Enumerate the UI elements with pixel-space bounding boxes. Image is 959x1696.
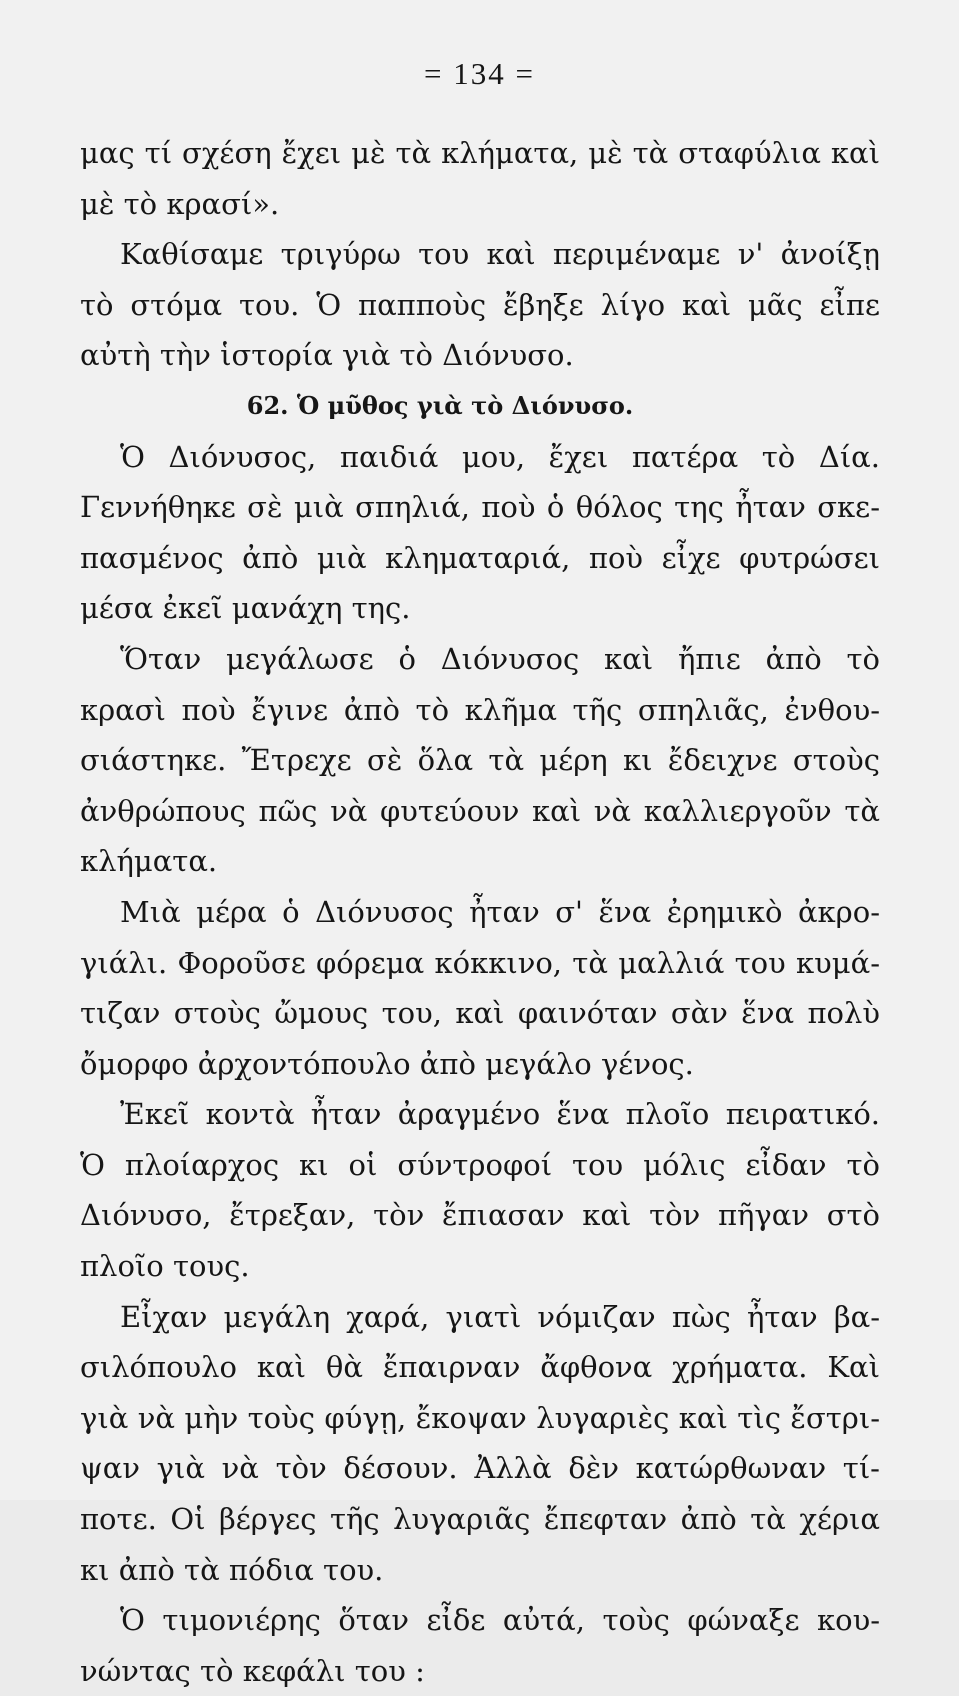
text-line: σιλόπουλο καὶ θὰ ἔπαιρναν ἄφθονα χρήματα. Καὶ (80, 1350, 880, 1385)
text-line: πασμένος ἀπὸ μιὰ κληματαριά, ποὺ εἶχε φυτρώσει (80, 540, 880, 575)
text-line: Ὁ πλοίαρχος κι οἱ σύντροφοί του μόλις εἶδαν τὸ (80, 1147, 880, 1182)
text-line: σιάστηκε. Ἔτρεχε σὲ ὅλα τὰ μέρη κι ἔδειχνε στοὺς (80, 743, 880, 778)
text-line: μας τί σχέση ἔχει μὲ τὰ κλήματα, μὲ τὰ σταφύλια καὶ (80, 136, 880, 170)
text-line: Διόνυσο, ἔτρεξαν, τὸν ἔπιασαν καὶ τὸν πῆγαν στὸ (80, 1198, 880, 1233)
text-line: Γεννήθηκε σὲ μιὰ σπηλιά, ποὺ ὁ θόλος της ἦταν σκε- (80, 490, 880, 525)
text-line: κι ἀπὸ τὰ πόδια του. (80, 1552, 384, 1587)
text-line: Καθίσαμε τριγύρω του καὶ περιμέναμε ν' ἀνοίξῃ (120, 237, 880, 272)
text-line: τὸ στόμα του. Ὁ παπποὺς ἔβηξε λίγο καὶ μᾶς εἶπε (80, 287, 880, 322)
body-text (80, 128, 880, 1696)
text-line: Εἶχαν μεγάλη χαρά, γιατὶ νόμιζαν πὼς ἦταν βα- (120, 1299, 880, 1334)
text-line: γιὰ νὰ μὴν τοὺς φύγῃ, ἔκοψαν λυγαριὲς καὶ τὶς ἔστρι- (80, 1400, 880, 1435)
text-line: μέσα ἐκεῖ μανάχη της. (80, 591, 411, 626)
text-line: Ὁ Διόνυσος, παιδιά μου, ἔχει πατέρα τὸ Δία. (120, 439, 880, 474)
text-line: πλοῖο τους. (80, 1249, 250, 1284)
text-line: ψαν γιὰ νὰ τὸν δέσουν. Ἀλλὰ δὲν κατώρθωναν τί- (80, 1451, 880, 1486)
text-line: ποτε. Οἱ βέργες τῆς λυγαριᾶς ἔπεφταν ἀπὸ τὰ χέρια (80, 1502, 880, 1537)
text-line: Ὅταν μεγάλωσε ὁ Διόνυσος καὶ ἤπιε ἀπὸ τὸ (120, 641, 880, 676)
text-line: ἀνθρώπους πῶς νὰ φυτεύουν καὶ νὰ καλλιεργοῦν τὰ (80, 793, 880, 828)
text-line: Ἐκεῖ κοντὰ ἦταν ἀραγμένο ἕνα πλοῖο πειρατικό. (120, 1097, 880, 1132)
text-line: μὲ τὸ κρασί». (80, 186, 280, 221)
page-number: = 134 = (424, 56, 535, 91)
text-line: τιζαν στοὺς ὤμους του, καὶ φαινόταν σὰν ἕνα πολὺ (80, 996, 880, 1031)
text-line: γιάλι. Φοροῦσε φόρεμα κόκκινο, τὰ μαλλιά του κυμά- (80, 945, 880, 980)
text-line: νώντας τὸ κεφάλι του : (80, 1653, 425, 1688)
text-line: Ὁ τιμονιέρης ὅταν εἶδε αὐτά, τοὺς φώναξε κου- (120, 1603, 880, 1638)
text-line: κρασὶ ποὺ ἔγινε ἀπὸ τὸ κλῆμα τῆς σπηλιᾶς, ἐνθου- (80, 692, 880, 727)
text-line: αὐτὴ τὴν ἱστορία γιὰ τὸ Διόνυσο. (80, 338, 574, 373)
text-line: κλήματα. (80, 844, 218, 879)
section-heading: 62. Ὁ μῦθος γιὰ τὸ Διόνυσο. (246, 390, 634, 420)
text-line: Μιὰ μέρα ὁ Διόνυσος ἦταν σ' ἕνα ἐρημικὸ ἀκρο- (120, 894, 880, 929)
text-line: ὄμορφο ἀρχοντόπουλο ἀπὸ μεγάλο γένος. (80, 1046, 694, 1081)
